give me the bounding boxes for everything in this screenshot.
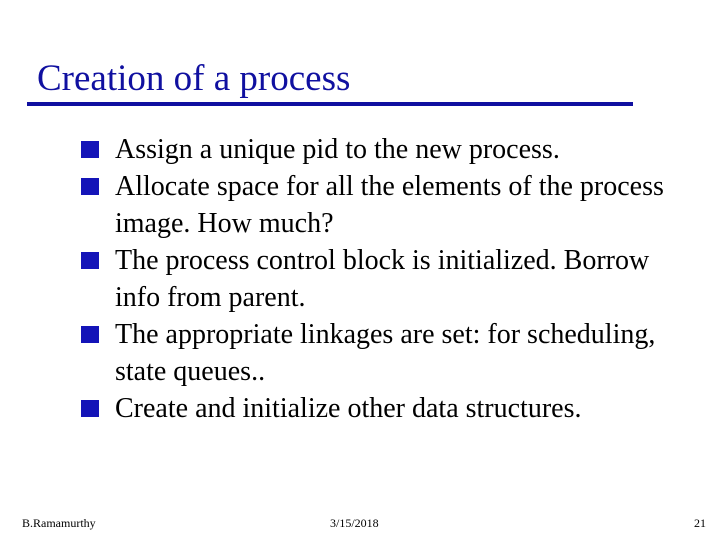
footer-author: B.Ramamurthy (22, 516, 96, 530)
title-underline (27, 102, 633, 106)
footer-date: 3/15/2018 (330, 516, 379, 530)
bullet-item (81, 242, 681, 316)
square-bullet-icon (81, 400, 99, 417)
bullet-text: The appropriate linkages are set: for scheduling, state queues.. (115, 319, 656, 387)
square-bullet-icon (81, 326, 99, 343)
bullet-text: Assign a unique pid to the new process. (115, 134, 560, 165)
square-bullet-icon (81, 141, 99, 158)
bullet-text: Allocate space for all the elements of the process image. How much? (115, 171, 664, 239)
bullet-item (81, 168, 681, 242)
bullet-list (81, 131, 681, 427)
bullet-item (81, 131, 681, 168)
square-bullet-icon (81, 252, 99, 269)
bullet-text: Create and initialize other data structures. (115, 393, 582, 424)
footer-page-number: 21 (694, 516, 706, 530)
square-bullet-icon (81, 178, 99, 195)
bullet-text: The process control block is initialized. Borrow info from parent. (115, 245, 650, 313)
slide-title: Creation of a process (37, 58, 351, 99)
bullet-item (81, 390, 681, 427)
bullet-item (81, 316, 681, 390)
